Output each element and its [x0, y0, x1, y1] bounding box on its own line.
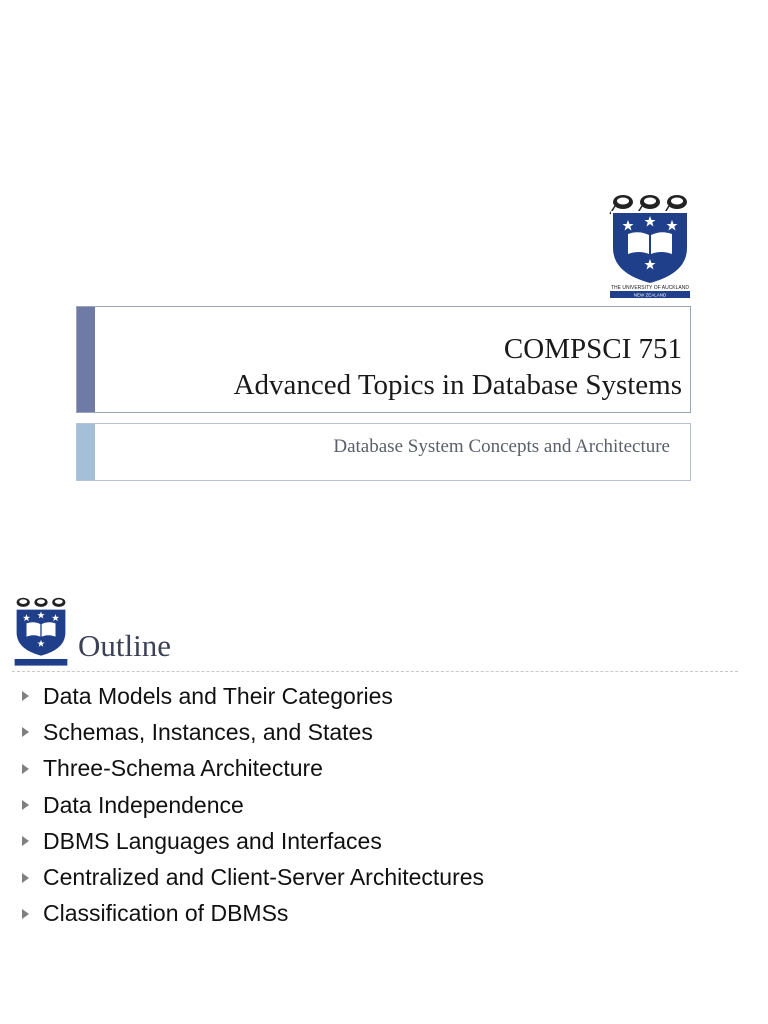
- list-item: [22, 678, 484, 714]
- list-item: [22, 714, 484, 750]
- title-box: [76, 306, 691, 413]
- outline-slide: [0, 560, 768, 1024]
- bullet-arrow-icon: [22, 873, 29, 883]
- list-item-text: Schemas, Instances, and States: [43, 718, 373, 745]
- bullet-arrow-icon: [22, 836, 29, 846]
- bullet-arrow-icon: [22, 727, 29, 737]
- list-item: [22, 859, 484, 895]
- list-item-text: Data Models and Their Categories: [43, 682, 393, 709]
- university-crest-icon: [606, 190, 694, 298]
- list-item-text: Three-Schema Architecture: [43, 755, 323, 782]
- title-text: [234, 331, 682, 403]
- subtitle-box: [76, 423, 691, 481]
- university-crest-icon: [12, 594, 70, 666]
- list-item-text: Data Independence: [43, 791, 244, 818]
- title-accent-bar: [77, 307, 95, 412]
- outline-heading: Outline: [78, 628, 171, 663]
- list-item: [22, 751, 484, 787]
- bullet-arrow-icon: [22, 800, 29, 810]
- crest-country: NEW ZEALAND: [633, 292, 667, 298]
- list-item: [22, 787, 484, 823]
- list-item-text: DBMS Languages and Interfaces: [43, 827, 382, 854]
- list-item: [22, 823, 484, 859]
- crest-university-name: THE UNIVERSITY OF AUCKLAND: [611, 285, 689, 291]
- course-title: Advanced Topics in Database Systems: [233, 369, 682, 401]
- list-item: [22, 896, 484, 932]
- subtitle-accent-bar: [77, 424, 95, 480]
- list-item-text: Centralized and Client-Server Architectures: [43, 864, 485, 891]
- outline-list: [22, 678, 484, 932]
- course-code: COMPSCI 751: [503, 333, 682, 365]
- subtitle-text: Database System Concepts and Architecture: [333, 436, 670, 457]
- bullet-arrow-icon: [22, 909, 29, 919]
- bullet-arrow-icon: [22, 691, 29, 701]
- list-item-text: Classification of DBMSs: [43, 900, 289, 927]
- bullet-arrow-icon: [22, 764, 29, 774]
- heading-divider: [12, 671, 738, 672]
